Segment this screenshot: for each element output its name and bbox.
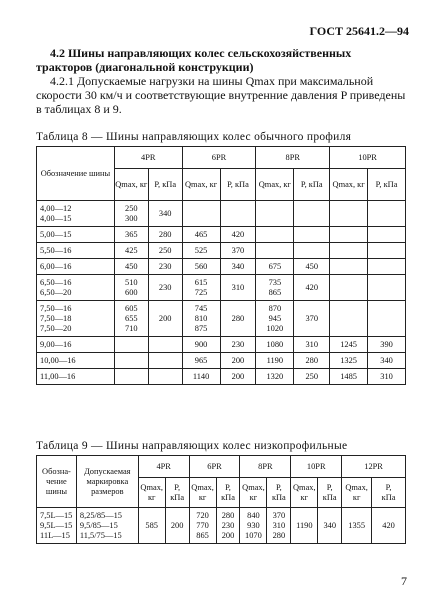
table-cell: 1190 bbox=[256, 353, 294, 369]
table-cell: 1355 bbox=[342, 508, 372, 544]
table-cell bbox=[114, 369, 148, 385]
group-4pr: 4PR bbox=[138, 456, 189, 478]
subhead-q: Qmax, кг bbox=[189, 478, 216, 508]
table-cell bbox=[330, 201, 368, 227]
table-cell: 1320 bbox=[256, 369, 294, 385]
table-cell: 605 655 710 bbox=[114, 301, 148, 337]
table-cell: 365 bbox=[114, 227, 148, 243]
table-cell: 200 bbox=[148, 301, 182, 337]
table-cell: 420 bbox=[220, 227, 256, 243]
table-cell: 370 bbox=[220, 243, 256, 259]
subhead-p: P, кПа bbox=[216, 478, 240, 508]
table-cell: 720 770 865 bbox=[189, 508, 216, 544]
table-cell: 370 310 280 bbox=[267, 508, 291, 544]
table-cell: 280 bbox=[148, 227, 182, 243]
table-cell bbox=[114, 353, 148, 369]
table-cell: 200 bbox=[165, 508, 189, 544]
table-cell: 675 bbox=[256, 259, 294, 275]
table-cell bbox=[256, 243, 294, 259]
table-cell: 310 bbox=[368, 369, 406, 385]
table-row bbox=[37, 337, 406, 353]
table-row bbox=[37, 243, 406, 259]
group-10pr: 10PR bbox=[330, 147, 406, 169]
table-cell bbox=[294, 227, 330, 243]
table-cell: 340 bbox=[368, 353, 406, 369]
table-cell bbox=[256, 227, 294, 243]
table-cell bbox=[148, 369, 182, 385]
table-cell: 615 725 bbox=[182, 275, 220, 301]
subhead-p: P, кПа bbox=[368, 169, 406, 201]
table-cell: 585 bbox=[138, 508, 165, 544]
table-cell: 735 865 bbox=[256, 275, 294, 301]
table-cell: 370 bbox=[294, 301, 330, 337]
subhead-p: P, кПа bbox=[318, 478, 342, 508]
table-cell bbox=[256, 201, 294, 227]
table-cell: 870 945 1020 bbox=[256, 301, 294, 337]
table-row bbox=[37, 259, 406, 275]
table-row bbox=[37, 369, 406, 385]
table-cell bbox=[330, 227, 368, 243]
table-cell: 5,00—15 bbox=[37, 227, 115, 243]
table-cell bbox=[148, 353, 182, 369]
table-cell: 310 bbox=[294, 337, 330, 353]
table-cell: 420 bbox=[372, 508, 406, 544]
table-cell: 1245 bbox=[330, 337, 368, 353]
table-row bbox=[37, 508, 406, 544]
table-cell: 200 bbox=[220, 369, 256, 385]
table-9 bbox=[36, 455, 406, 544]
subhead-p: P, кПа bbox=[267, 478, 291, 508]
table-cell: 340 bbox=[220, 259, 256, 275]
subhead-q: Qmax, кг bbox=[342, 478, 372, 508]
subhead-q: Qmax, кг bbox=[182, 169, 220, 201]
table-cell: 465 bbox=[182, 227, 220, 243]
table-cell: 7,50—16 7,50—18 7,50—20 bbox=[37, 301, 115, 337]
table-cell: 1325 bbox=[330, 353, 368, 369]
table-cell: 230 bbox=[148, 259, 182, 275]
table-cell: 425 bbox=[114, 243, 148, 259]
table-cell bbox=[114, 337, 148, 353]
col-tire-designation: Обозна- чение шины bbox=[37, 456, 77, 508]
table8-caption: Таблица 8 — Шины направляющих колес обычного профиля bbox=[36, 131, 352, 143]
table-cell bbox=[330, 259, 368, 275]
group-8pr: 8PR bbox=[240, 456, 291, 478]
col-size-marking: Допускаемая маркировка размеров bbox=[76, 456, 138, 508]
table-cell bbox=[148, 337, 182, 353]
table-cell bbox=[368, 243, 406, 259]
table-cell bbox=[368, 201, 406, 227]
table-cell: 1485 bbox=[330, 369, 368, 385]
table-cell: 11,00—16 bbox=[37, 369, 115, 385]
table-cell bbox=[330, 243, 368, 259]
table-cell: 250 300 bbox=[114, 201, 148, 227]
table-cell: 745 810 875 bbox=[182, 301, 220, 337]
table-cell: 965 bbox=[182, 353, 220, 369]
table-cell: 340 bbox=[148, 201, 182, 227]
subhead-q: Qmax, кг bbox=[291, 478, 318, 508]
table-cell: 5,50—16 bbox=[37, 243, 115, 259]
table-cell: 200 bbox=[220, 353, 256, 369]
group-12pr: 12PR bbox=[342, 456, 406, 478]
table-cell: 1140 bbox=[182, 369, 220, 385]
table-cell: 840 930 1070 bbox=[240, 508, 267, 544]
table-cell bbox=[330, 301, 368, 337]
table-cell bbox=[220, 201, 256, 227]
subhead-p: P, кПа bbox=[372, 478, 406, 508]
table-cell: 900 bbox=[182, 337, 220, 353]
section-paragraph: 4.2.1 Допускаемые нагрузки на шины Qmax при максимальной скорости 30 км/ч и соответствующие внутренние давления P приведены в таблицах 8 и 9. bbox=[36, 74, 406, 116]
group-8pr: 8PR bbox=[256, 147, 330, 169]
table-cell: 510 600 bbox=[114, 275, 148, 301]
table-cell: 390 bbox=[368, 337, 406, 353]
table-cell bbox=[330, 275, 368, 301]
section-4-2 bbox=[36, 46, 408, 116]
table-row bbox=[37, 353, 406, 369]
table-cell: 4,00—12 4,00—15 bbox=[37, 201, 115, 227]
table-cell: 280 230 200 bbox=[216, 508, 240, 544]
table-8 bbox=[36, 146, 406, 385]
table-cell: 1080 bbox=[256, 337, 294, 353]
col-tire-designation: Обозначение шины bbox=[37, 147, 115, 201]
group-6pr: 6PR bbox=[182, 147, 256, 169]
table-cell: 420 bbox=[294, 275, 330, 301]
subhead-q: Qmax, кг bbox=[330, 169, 368, 201]
section-heading: 4.2 Шины направляющих колес сельскохозяйственных тракторов (диагональной конструкции) bbox=[36, 46, 352, 74]
table-cell: 560 bbox=[182, 259, 220, 275]
table-cell bbox=[368, 259, 406, 275]
subhead-q: Qmax, кг bbox=[114, 169, 148, 201]
table-cell bbox=[294, 201, 330, 227]
table-cell: 250 bbox=[294, 369, 330, 385]
table-cell: 6,00—16 bbox=[37, 259, 115, 275]
table-cell: 6,50—16 6,50—20 bbox=[37, 275, 115, 301]
table-cell: 230 bbox=[148, 275, 182, 301]
table-cell bbox=[294, 243, 330, 259]
table-cell bbox=[368, 275, 406, 301]
table-cell: 340 bbox=[318, 508, 342, 544]
table-cell: 1190 bbox=[291, 508, 318, 544]
table-cell: 8,25/85—15 9,5/85—15 11,5/75—15 bbox=[76, 508, 138, 544]
document-code: ГОСТ 25641.2—94 bbox=[309, 24, 409, 38]
subhead-q: Qmax, кг bbox=[256, 169, 294, 201]
page-number: 7 bbox=[401, 574, 407, 588]
table-cell: 450 bbox=[114, 259, 148, 275]
table-cell: 7,5L—15 9,5L—15 11L—15 bbox=[37, 508, 77, 544]
subhead-p: P, кПа bbox=[220, 169, 256, 201]
subhead-p: P, кПа bbox=[165, 478, 189, 508]
table-cell: 310 bbox=[220, 275, 256, 301]
table-cell: 280 bbox=[294, 353, 330, 369]
table-cell: 9,00—16 bbox=[37, 337, 115, 353]
subhead-p: P, кПа bbox=[148, 169, 182, 201]
subhead-q: Qmax, кг bbox=[240, 478, 267, 508]
table-row bbox=[37, 275, 406, 301]
subhead-p: P, кПа bbox=[294, 169, 330, 201]
table-cell bbox=[368, 227, 406, 243]
table-row bbox=[37, 201, 406, 227]
table-row bbox=[37, 301, 406, 337]
table-row bbox=[37, 227, 406, 243]
table-cell: 10,00—16 bbox=[37, 353, 115, 369]
table-cell: 250 bbox=[148, 243, 182, 259]
table-cell: 525 bbox=[182, 243, 220, 259]
table-cell bbox=[182, 201, 220, 227]
group-10pr: 10PR bbox=[291, 456, 342, 478]
table-cell bbox=[368, 301, 406, 337]
group-4pr: 4PR bbox=[114, 147, 182, 169]
group-6pr: 6PR bbox=[189, 456, 240, 478]
table-cell: 230 bbox=[220, 337, 256, 353]
table9-caption: Таблица 9 — Шины направляющих колес низкопрофильные bbox=[36, 440, 348, 452]
table-cell: 280 bbox=[220, 301, 256, 337]
table-cell: 450 bbox=[294, 259, 330, 275]
subhead-q: Qmax, кг bbox=[138, 478, 165, 508]
